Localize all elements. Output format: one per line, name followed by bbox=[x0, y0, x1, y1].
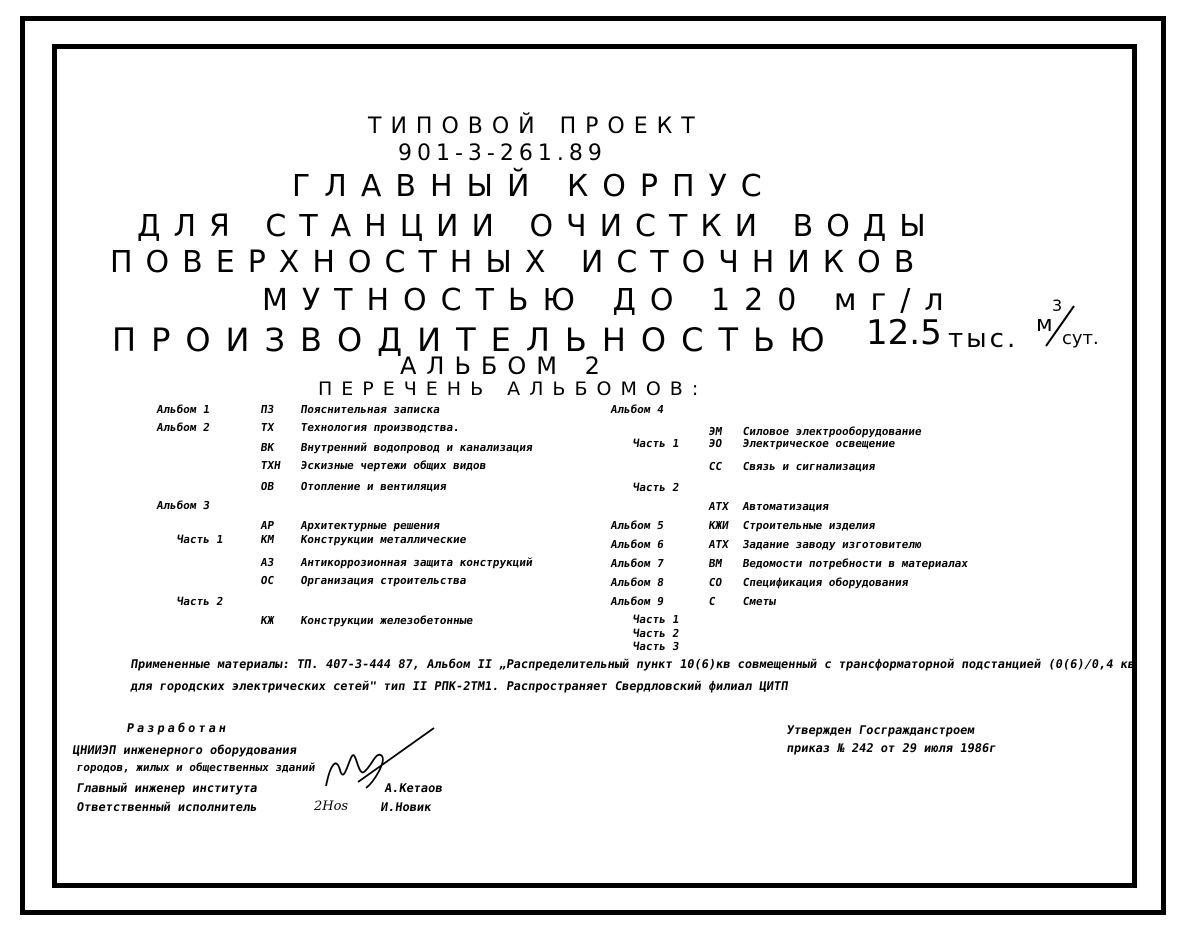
list-item-code: КЖ bbox=[259, 614, 275, 627]
list-item-part: Часть 2 bbox=[631, 481, 681, 494]
list-item-part: Часть 3 bbox=[631, 640, 681, 653]
list-item-code: АЗ bbox=[259, 556, 275, 569]
title-line-4: МУТНОСТЬЮ ДО 120 мг/л bbox=[262, 283, 958, 318]
capacity-value: 12.5 bbox=[866, 313, 942, 353]
list-item-desc: Задание заводу изготовителю bbox=[741, 538, 923, 551]
signature-1 bbox=[318, 726, 438, 798]
list-item-album: Альбом 8 bbox=[609, 576, 665, 589]
unit-denominator: сут. bbox=[1062, 328, 1099, 349]
list-item-album: Альбом 9 bbox=[609, 595, 665, 608]
responsible-role: Ответственный исполнитель bbox=[75, 800, 259, 814]
list-item-code: АР bbox=[259, 519, 275, 532]
list-item-code: СО bbox=[707, 576, 723, 589]
list-item-code: ЭМ bbox=[707, 425, 723, 438]
list-item-code: ОС bbox=[259, 574, 275, 587]
list-item-desc: Сметы bbox=[741, 595, 777, 608]
list-item-desc: Организация строительства bbox=[299, 574, 468, 587]
list-item-code: С bbox=[707, 595, 717, 608]
list-item-part: Часть 1 bbox=[631, 613, 681, 626]
doc-type: ТИПОВОЙ ПРОЕКТ bbox=[368, 114, 704, 139]
list-item-code: СС bbox=[707, 460, 723, 473]
list-item-album: Альбом 7 bbox=[609, 557, 665, 570]
unit-numerator: м bbox=[1036, 312, 1053, 337]
list-item-desc: Пояснительная записка bbox=[299, 403, 441, 416]
list-item-desc: Эскизные чертежи общих видов bbox=[299, 459, 488, 472]
responsible-name: И.Новик bbox=[379, 800, 433, 814]
developer-org-2: городов, жилых и общественных зданий bbox=[75, 761, 317, 774]
list-item-desc: Технология производства. bbox=[299, 421, 461, 434]
list-item-code: КМ bbox=[259, 533, 275, 546]
list-item-album: Альбом 5 bbox=[609, 519, 665, 532]
title-line-3: ПОВЕРХНОСТНЫХ ИСТОЧНИКОВ bbox=[110, 245, 928, 280]
albums-list-title: ПЕРЕЧЕНЬ АЛЬБОМОВ: bbox=[318, 378, 708, 400]
list-item-code: ЭО bbox=[707, 437, 723, 450]
approval-line-1: Утвержден Госгражданстроем bbox=[785, 723, 976, 737]
list-item-code: ВМ bbox=[707, 557, 723, 570]
list-item-desc: Конструкции металлические bbox=[299, 533, 468, 546]
title-main: ГЛАВНЫЙ КОРПУС bbox=[292, 169, 776, 204]
list-item-code: ТХ bbox=[259, 421, 275, 434]
approval-line-2: приказ № 242 от 29 июля 1986г bbox=[785, 741, 998, 755]
list-item-desc: Отопление и вентиляция bbox=[299, 480, 448, 493]
list-item-desc: Архитектурные решения bbox=[299, 519, 441, 532]
list-item-code: ПЗ bbox=[259, 403, 275, 416]
unit-superscript: 3 bbox=[1052, 296, 1063, 315]
list-item-part: Часть 1 bbox=[631, 437, 681, 450]
list-item-album: Альбом 6 bbox=[609, 538, 665, 551]
list-item-part: Часть 1 bbox=[175, 533, 225, 546]
capacity-label: ПРОИЗВОДИТЕЛЬНОСТЬЮ bbox=[112, 321, 840, 359]
list-item-desc: Автоматизация bbox=[741, 500, 830, 513]
list-item-code: КЖИ bbox=[707, 519, 730, 532]
list-item-code: ВК bbox=[259, 441, 275, 454]
list-item-desc: Силовое электрооборудование bbox=[741, 425, 923, 438]
list-item-album: Альбом 3 bbox=[155, 499, 211, 512]
capacity-unit: тыс. bbox=[948, 324, 1019, 354]
list-item-desc: Антикоррозионная защита конструкций bbox=[299, 556, 534, 569]
materials-line-2: для городских электрических сетей" тип II РПК-2ТМ1. Распространяет Свердловский филиал ЦИТП bbox=[129, 679, 790, 693]
project-number: 901-3-261.89 bbox=[398, 141, 607, 166]
list-item-album: Альбом 4 bbox=[609, 403, 665, 416]
list-item-code: ТХН bbox=[259, 459, 282, 472]
list-item-part: Часть 2 bbox=[175, 595, 225, 608]
developer-label: Разработан bbox=[125, 721, 231, 735]
list-item-desc: Спецификация оборудования bbox=[741, 576, 910, 589]
list-item-album: Альбом 2 bbox=[155, 421, 211, 434]
developer-org-1: ЦНИИЭП инженерного оборудования bbox=[71, 743, 298, 757]
chief-engineer-role: Главный инженер института bbox=[75, 781, 259, 795]
list-item-album: Альбом 1 bbox=[155, 403, 211, 416]
chief-engineer-name: А.Кетаов bbox=[383, 781, 444, 795]
title-line-2: ДЛЯ СТАНЦИИ ОЧИСТКИ ВОДЫ bbox=[137, 209, 939, 244]
album-number: АЛЬБОМ 2 bbox=[400, 352, 610, 380]
list-item-desc: Ведомости потребности в материалах bbox=[741, 557, 969, 570]
list-item-desc: Конструкции железобетонные bbox=[299, 614, 474, 627]
list-item-part: Часть 2 bbox=[631, 627, 681, 640]
list-item-code: ОВ bbox=[259, 480, 275, 493]
list-item-desc: Связь и сигнализация bbox=[741, 460, 877, 473]
list-item-code: АТХ bbox=[707, 500, 730, 513]
list-item-desc: Электрическое освещение bbox=[741, 437, 897, 450]
list-item-desc: Внутренний водопровод и канализация bbox=[299, 441, 534, 454]
signature-2: 2Hos bbox=[314, 799, 349, 814]
list-item-code: АТХ bbox=[707, 538, 730, 551]
materials-line-1: Примененные материалы: ТП. 407-3-444 87, Альбом II „Распределительный пункт 10(6)кв совмещенный с трансформаторной подстанцией (0(6)/0,4 кв bbox=[129, 657, 1137, 671]
list-item-desc: Строительные изделия bbox=[741, 519, 877, 532]
